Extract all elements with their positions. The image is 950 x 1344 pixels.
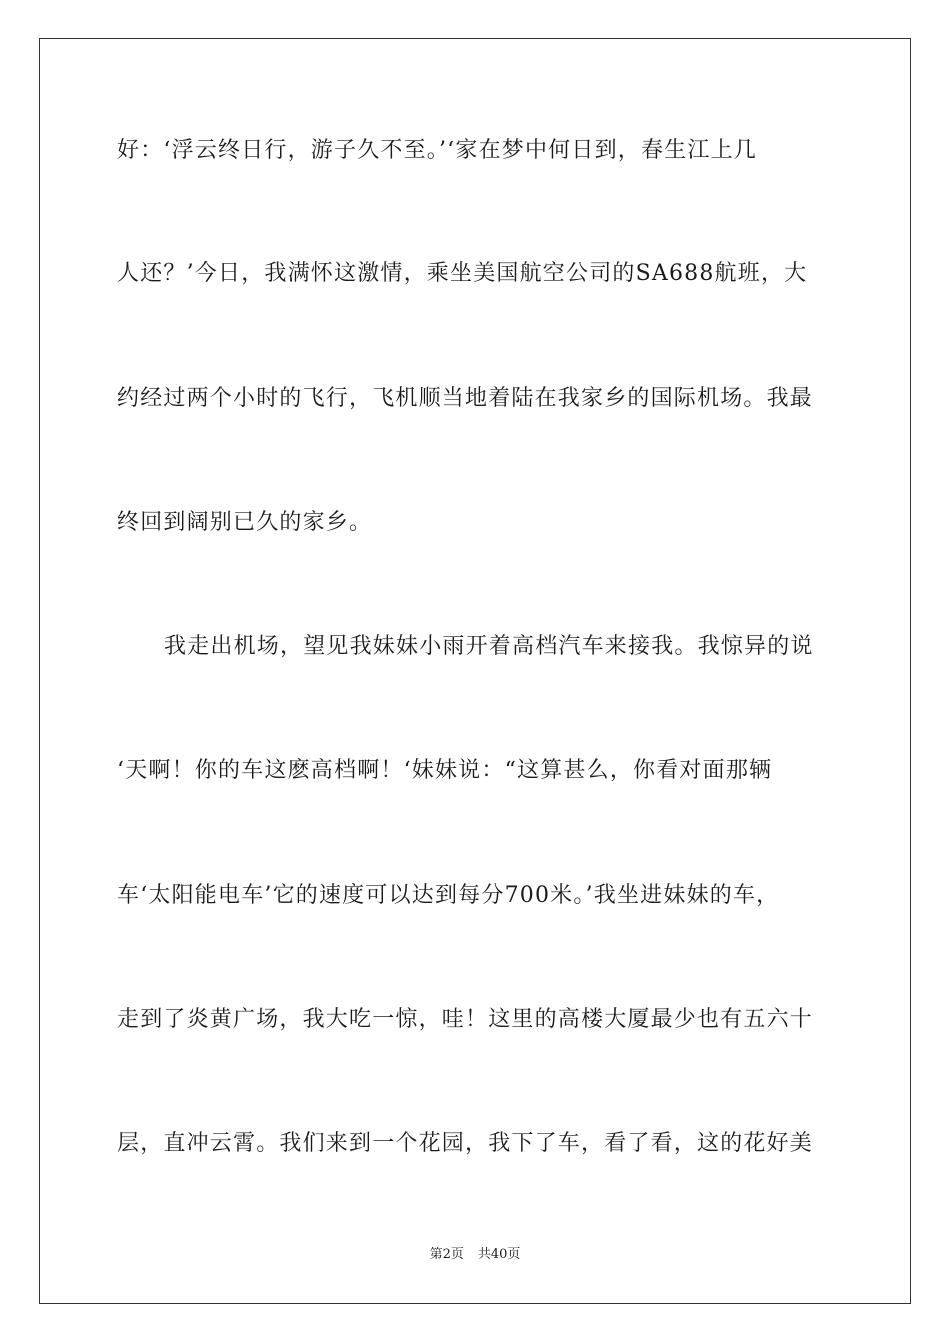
page-total: 共40页	[477, 1247, 521, 1262]
paragraph-line: 约经过两个小时的飞行，飞机顺当地着陆在我家乡的国际机场。我最	[117, 386, 814, 411]
paragraph-line: 好：‘浮云终日行，游子久不至。’‘家在梦中何日到，春生江上几	[117, 138, 757, 163]
paragraph-line: 车‘太阳能电车’它的速度可以达到每分700米。’我坐进妹妹的车，	[117, 883, 780, 908]
paragraph-line: 走到了炎黄广场，我大吃一惊，哇！这里的高楼大厦最少也有五六十	[117, 1007, 814, 1032]
page-border	[39, 38, 911, 1304]
paragraph-line: 人还？’今日，我满怀这激情，乘坐美国航空公司的SA688航班，大	[117, 261, 808, 286]
paragraph-line: 终回到阔别已久的家乡。	[117, 510, 373, 535]
paragraph-line: 层，直冲云霄。我们来到一个花园，我下了车，看了看，这的花好美	[117, 1131, 814, 1156]
paragraph-line: 我走出机场，望见我妹妹小雨开着高档汽车来接我。我惊异的说	[164, 634, 814, 659]
paragraph-line: ‘天啊！你的车这麽高档啊！‘妹妹说：“这算甚么，你看对面那辆	[117, 758, 773, 783]
page-footer	[0, 1246, 950, 1264]
page-number: 第2页	[429, 1247, 464, 1262]
